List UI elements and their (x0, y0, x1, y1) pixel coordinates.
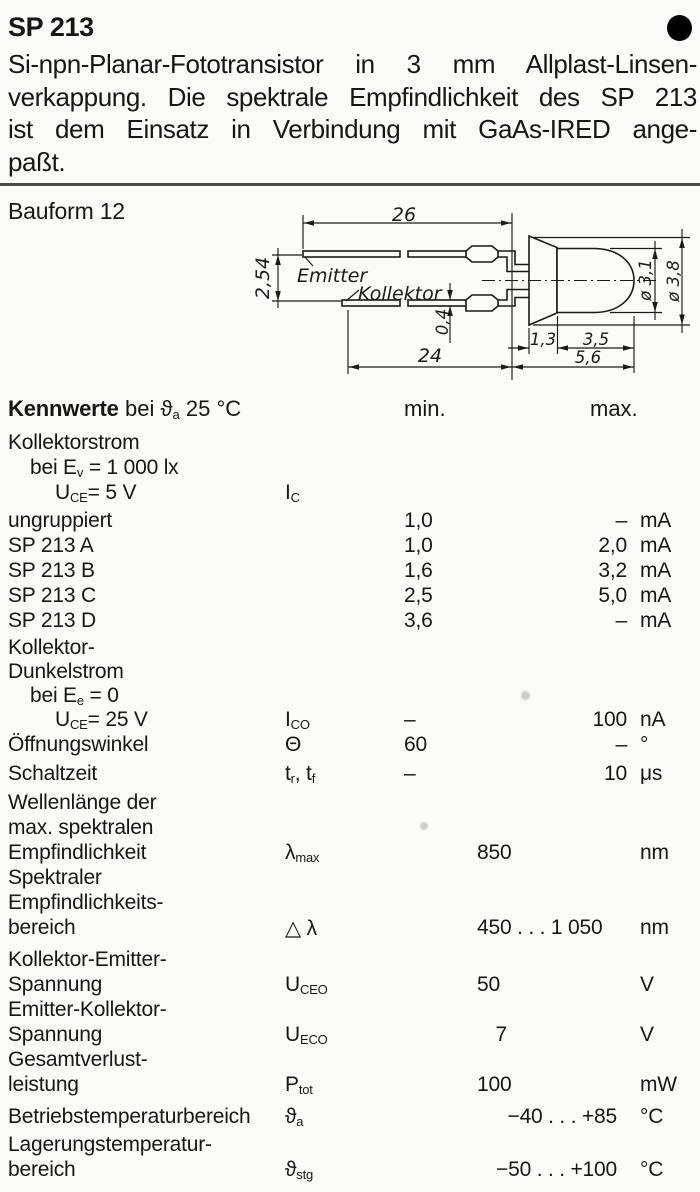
table-line (0, 534, 700, 559)
row-unit: mA (640, 609, 672, 632)
row-max: 100 (592, 708, 627, 731)
row-unit: nm (640, 841, 669, 864)
row-unit: ° (640, 733, 649, 756)
table-line (0, 1105, 700, 1130)
table-line (0, 866, 700, 891)
row-label: Dunkelstrom (8, 660, 124, 683)
bauform-caption: Bauform 12 (8, 198, 125, 224)
row-value: −50 . . . +100 (496, 1158, 617, 1181)
row-label: Kollektor-Emitter- (8, 948, 167, 971)
table-header (0, 396, 700, 422)
row-value: −40 . . . +85 (507, 1105, 617, 1128)
row-max: – (615, 733, 627, 756)
dim-dia-3-8: ø 3,8 (664, 260, 683, 302)
row-max: – (615, 509, 627, 532)
row-unit: mW (640, 1073, 677, 1096)
table-line (0, 708, 700, 733)
row-unit: V (640, 1023, 654, 1046)
row-max: – (615, 609, 627, 632)
dim-0-4: 0,4 (433, 308, 452, 336)
row-symbol: $I_{CO}$ (285, 708, 310, 732)
row-value: 50 (477, 973, 500, 996)
row-min: 2,5 (404, 584, 433, 607)
row-label: Spektraler (8, 866, 102, 889)
row-label: Kollektor- (8, 636, 95, 659)
table-line (0, 916, 700, 941)
row-label: leistung (8, 1073, 79, 1096)
row-min: 60 (404, 733, 427, 756)
dim-26: 26 (391, 204, 417, 226)
emitter-label: Emitter (297, 265, 368, 287)
table-line (0, 791, 700, 816)
row-symbol: $P_{tot}$ (285, 1073, 313, 1097)
table-line (0, 456, 700, 481)
intro-line: Si-npn-Planar-Fototransistor in 3 mm Allplast-Linsen- (8, 49, 697, 79)
table-line (0, 762, 700, 787)
row-unit: mA (640, 584, 672, 607)
row-value: 100 (477, 1073, 512, 1096)
table-line (0, 948, 700, 973)
table-line (0, 431, 700, 456)
col-min-header: min. (404, 396, 446, 421)
row-label: ungruppiert (8, 509, 113, 532)
row-label: Schaltzeit (8, 762, 98, 785)
row-symbol: $ϑ_a$ (285, 1105, 304, 1129)
dim-24: 24 (417, 345, 443, 367)
row-label: Betriebstemperaturbereich (8, 1105, 251, 1128)
row-symbol: △ λ (285, 917, 317, 940)
row-label: Öffnungswinkel (8, 733, 149, 756)
table-line (0, 636, 700, 661)
row-label: bereich (8, 916, 76, 939)
row-label: Empfindlichkeits- (8, 891, 164, 914)
row-max: 3,2 (598, 559, 627, 582)
row-label: SP 213 B (8, 559, 95, 582)
table-line (0, 684, 700, 709)
col-max-header: max. (590, 396, 638, 421)
row-condition: bei $E_v = 1$ 000 lx (30, 456, 179, 480)
table-line (0, 559, 700, 584)
row-label: Lagerungstemperatur- (8, 1133, 212, 1156)
row-symbol: $I_C$ (285, 481, 300, 505)
row-label: SP 213 C (8, 584, 96, 607)
row-unit: mA (640, 559, 672, 582)
table-line (0, 733, 700, 758)
scan-speck (521, 691, 530, 700)
intro-line: paßt. (8, 146, 66, 177)
row-min: – (404, 708, 416, 731)
table-line (0, 1048, 700, 1073)
row-label: Emitter-Kollektor- (8, 998, 167, 1021)
table-line (0, 816, 700, 841)
row-label: Wellenlänge der (8, 791, 157, 814)
row-condition: bei $E_e = 0$ (30, 684, 119, 708)
row-label: Spannung (8, 1023, 103, 1046)
page-title: SP 213 (8, 12, 94, 42)
table-line (0, 509, 700, 534)
row-min: – (404, 762, 416, 785)
intro-line: verkappung. Die spektrale Empfindlichkeit des SP 213 (8, 81, 697, 112)
section-divider (0, 183, 700, 186)
row-label: Spannung (8, 973, 103, 996)
row-condition: $U_{CE}= 5$ V (55, 481, 137, 505)
row-value: 7 (495, 1023, 507, 1046)
table-line (0, 973, 700, 998)
row-label: SP 213 D (8, 609, 96, 632)
corner-marker-dot (667, 15, 692, 41)
row-unit: μs (640, 762, 663, 785)
table-line (0, 481, 700, 506)
row-unit: nm (640, 916, 669, 939)
kollektor-label: Kollektor (358, 283, 442, 305)
row-label: max. spektralen (8, 816, 154, 839)
dim-dia-3-1: ø 3,1 (636, 259, 655, 301)
table-line (0, 1023, 700, 1048)
dim-3-5: 3,5 (582, 330, 610, 349)
table-line (0, 1133, 700, 1158)
row-symbol: $U_{ECO}$ (285, 1023, 328, 1047)
row-label: Kollektorstrom (8, 431, 140, 454)
row-min: 1,6 (404, 559, 433, 582)
row-max: 10 (604, 762, 627, 785)
row-symbol: $ϑ_{stg}$ (285, 1158, 314, 1182)
scan-speck (420, 822, 428, 830)
table-line (0, 660, 700, 685)
table-line (0, 1158, 700, 1183)
row-unit: mA (640, 534, 672, 557)
row-unit: V (640, 973, 654, 996)
row-symbol: $t_r$, $t_f$ (285, 762, 316, 786)
row-symbol: $U_{CEO}$ (285, 973, 328, 997)
row-unit: °C (640, 1158, 664, 1181)
row-label: bereich (8, 1158, 76, 1181)
row-symbol: Θ (285, 733, 302, 756)
table-line (0, 1073, 700, 1098)
table-line (0, 998, 700, 1023)
table-line (0, 841, 700, 866)
row-min: 1,0 (404, 509, 433, 532)
row-value: 450 . . . 1 050 (477, 916, 603, 939)
table-condition: bei $ϑ_a$ 25 °C (125, 396, 242, 422)
table-title: Kennwerte (8, 396, 119, 421)
package-outline-drawing (0, 190, 700, 386)
row-label: SP 213 A (8, 534, 94, 557)
row-label: Empfindlichkeit (8, 841, 147, 864)
row-max: 5,0 (598, 584, 627, 607)
row-min: 1,0 (404, 534, 433, 557)
row-min: 3,6 (404, 609, 433, 632)
dim-1-3: 1,3 (529, 330, 557, 349)
dim-5-6: 5,6 (574, 348, 602, 367)
dim-2-54: 2,54 (252, 256, 274, 300)
intro-line: ist dem Einsatz in Verbindung mit GaAs-IRED ange- (8, 114, 697, 144)
row-max: 2,0 (598, 534, 627, 557)
row-unit: mA (640, 509, 672, 532)
intro-paragraph (8, 48, 697, 178)
row-unit: nA (640, 708, 666, 731)
table-line (0, 609, 700, 634)
row-unit: °C (640, 1105, 664, 1128)
row-label: Gesamtverlust- (8, 1048, 148, 1071)
row-value: 850 (477, 841, 512, 864)
row-symbol: $\lambda_{max}$ (285, 841, 320, 865)
row-condition: $U_{CE}= 25$ V (55, 708, 148, 732)
table-line (0, 584, 700, 609)
table-line (0, 891, 700, 916)
